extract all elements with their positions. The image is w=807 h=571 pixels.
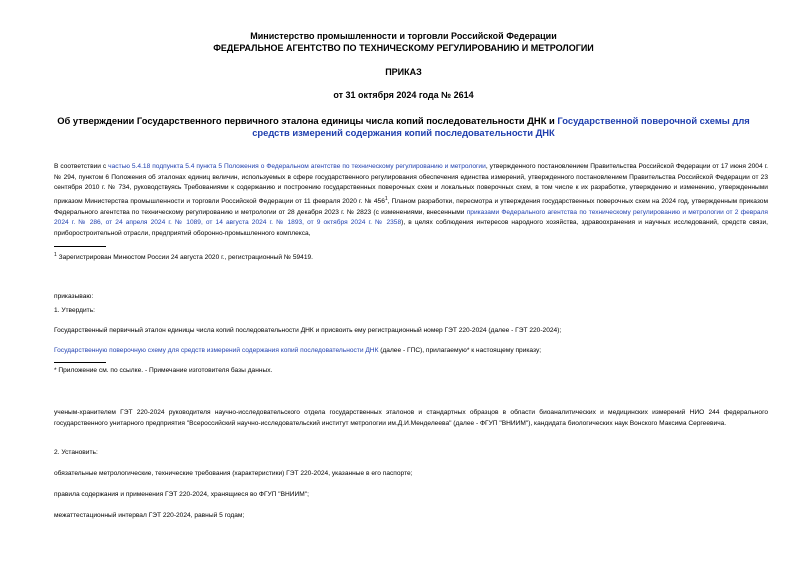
item-2-interval: межаттестационный интервал ГЭТ 220-2024, равный 5 годам; bbox=[54, 512, 245, 519]
title-scheme-link[interactable]: Государственной поверочной схемы для средств измерений содержания копий последовательности ДНК bbox=[252, 115, 750, 138]
keeper-paragraph: ученым-хранителем ГЭТ 220-2024 руководителя научно-исследовательского отдела государственных эталонов и стандартных образцов в области биоаналитических и медицинских измерений НИО 244 федерального государственного унитарного предприятия "Всероссийский научно-исследовательский институт метрологии им.Д.И.Менделеева" (далее - ФГУП "ВНИИМ"), кандидата биологических наук Вонского Максима Сергеевича. bbox=[54, 409, 768, 427]
scheme-approval bbox=[54, 346, 541, 356]
footnote-divider-2 bbox=[54, 362, 106, 363]
scheme-text: (далее - ГПС), прилагаемую* к настоящему приказу; bbox=[378, 347, 542, 354]
document-title bbox=[40, 115, 767, 139]
preamble-paragraph bbox=[54, 162, 768, 239]
etalon-approval: Государственный первичный эталон единицы числа копий последовательности ДНК и присвоить ему регистрационный номер ГЭТ 220-2024 (далее - ГЭТ 220-2024); bbox=[54, 327, 562, 334]
item-2-requirements: обязательные метрологические, технические требования (характеристики) ГЭТ 220-2024, указанные в его паспорте; bbox=[54, 470, 413, 477]
regulation-link[interactable]: частью 5.4.18 подпункта 5.4 пункта 5 Положения о Федеральном агентстве по техническому регулированию и метрологии bbox=[108, 163, 486, 170]
item-1-heading: 1. Утвердить: bbox=[54, 307, 95, 314]
ministry-name: Министерство промышленности и торговли Российской Федерации bbox=[250, 31, 557, 41]
footnote-1 bbox=[54, 250, 313, 263]
preamble-text-3: , Планом разработки, пересмотра и утверждения государственных поверочных схем на 2024 год, утвержденным приказом Федерального агентства по техническому регулированию и метрологии от 28 декабря 2023 г. № 2823 (с изменениями, внесенными bbox=[54, 197, 768, 216]
footnote-ref: 1 bbox=[384, 195, 388, 202]
prikazyvayu: приказываю: bbox=[54, 293, 94, 300]
footnote-mark: 1 bbox=[54, 252, 57, 258]
document-type: ПРИКАЗ bbox=[385, 67, 422, 77]
preamble-text-1: В соответствии с bbox=[54, 163, 109, 170]
scheme-link[interactable]: Государственную поверочную схему для средств измерений содержания копий последовательности ДНК bbox=[54, 347, 379, 354]
preamble-text-2: , утвержденного постановлением Правительства Российской Федерации от 17 июня 2004 г. № 294, пунктом 6 Положения об эталонах единиц величин, используемых в сфере государственного регулирования обеспечения единства измерений, утвержденного постановлением Правительства Российской Федерации от 23 сентября 2010 г. № 734, руководствуясь Требованиями к содержанию и построению государственных поверочных схем и локальных поверочных схем, в том числе к их разработке, утверждению и изменению, утвержденными приказом Министерства промышленности и торговли Российской Федерации от 11 февраля 2020 г. № 456 bbox=[54, 163, 769, 205]
orders-link[interactable]: приказами Федерального агентства по техническому регулированию и метрологии от 2 февраля 2024 г. № 286, от 24 апреля 2024 г. № 1089, от 14 августа 2024 г. № 1893, от 9 октября 2024 г. № 2358 bbox=[54, 208, 768, 227]
footnote-divider bbox=[54, 246, 106, 247]
preamble-text-4: ), в целях соблюдения интересов народного хозяйства, здравоохранения и научных исследований, средств связи, приборостроительной отрасли, предприятий оборонно-промышленного комплекса, bbox=[54, 219, 769, 237]
footnote-text: Зарегистрирован Минюстом России 24 августа 2020 г., регистрационный № 59419. bbox=[58, 254, 313, 262]
agency-name: ФЕДЕРАЛЬНОЕ АГЕНТСТВО ПО ТЕХНИЧЕСКОМУ РЕГУЛИРОВАНИЮ И МЕТРОЛОГИИ bbox=[213, 43, 594, 53]
document-date-number: от 31 октября 2024 года № 2614 bbox=[333, 90, 474, 100]
footnote-2: * Приложение см. по ссылке. - Примечание изготовителя базы данных. bbox=[54, 367, 273, 374]
item-2-rules: правила содержания и применения ГЭТ 220-2024, хранящиеся во ФГУП "ВНИИМ"; bbox=[54, 491, 309, 498]
title-text: Об утверждении Государственного первичного эталона единицы числа копий последовательности ДНК и bbox=[57, 115, 558, 126]
item-2-heading: 2. Установить: bbox=[54, 449, 98, 456]
